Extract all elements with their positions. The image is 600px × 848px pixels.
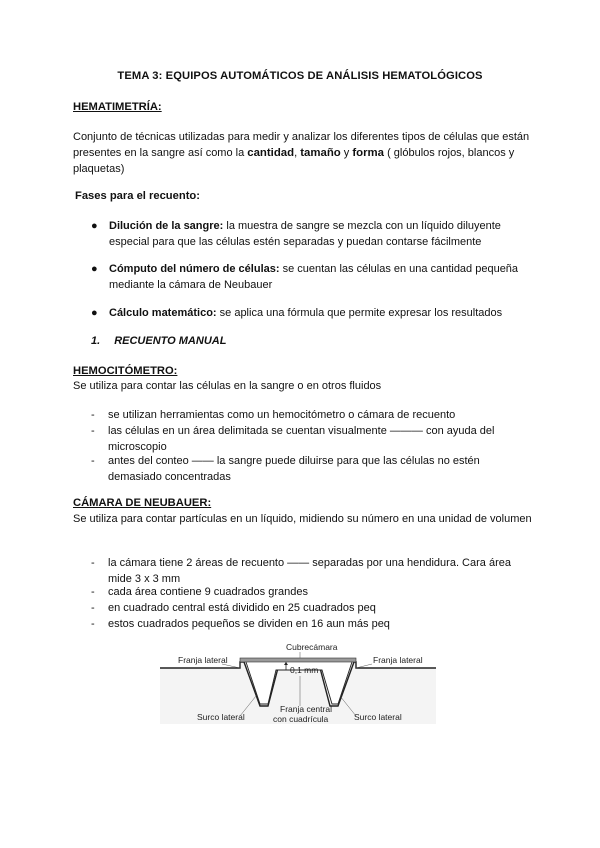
label-surco-lateral-left: Surco lateral xyxy=(197,712,245,722)
label-depth: 0,1 mm xyxy=(290,665,319,675)
list-item-text: en cuadrado central está dividido en 25 cuadrados peq xyxy=(108,602,376,614)
label-cubrecamara: Cubrecámara xyxy=(286,642,338,652)
neubauer-heading: CÁMARA DE NEUBAUER: xyxy=(73,497,212,509)
dash-icon: - xyxy=(91,586,95,598)
label-franja-central-1: Franja central xyxy=(280,704,332,714)
label-surco-lateral-right: Surco lateral xyxy=(354,712,402,722)
fase-item-body: la muestra de sangre se mezcla con un líquido diluyente especial para que las células estén separadas y puedan contarse fácilmente xyxy=(109,220,501,248)
recuento-label: RECUENTO MANUAL xyxy=(114,335,227,347)
list-item-text: antes del conteo —— la sangre puede diluirse para que las células no estén demasiado concentradas xyxy=(108,455,480,483)
list-item-text: se utilizan herramientas como un hemocitómetro o cámara de recuento xyxy=(108,409,456,421)
label-franja-lateral-right: Franja lateral xyxy=(373,655,423,665)
dash-icon: - xyxy=(91,618,95,630)
label-franja-central-2: con cuadrícula xyxy=(273,714,329,724)
list-item-text: la cámara tiene 2 áreas de recuento —— separadas por una hendidura. Cara área mide 3 x 3 mm xyxy=(108,557,511,585)
neubauer-intro: Se utiliza para contar partículas en un líquido, midiendo su número en una unidad de volumen xyxy=(73,513,532,525)
fase-item-text xyxy=(109,218,529,250)
hemocitometro-intro: Se utiliza para contar las células en la sangre o en otros fluidos xyxy=(73,380,382,392)
fase-item-text xyxy=(109,261,529,293)
fase-item-bold: Dilución de la sangre: xyxy=(109,220,224,232)
cubrecamara-glass xyxy=(240,658,356,662)
list-item-text: estos cuadrados pequeños se dividen en 16 aun más peq xyxy=(108,618,390,630)
fase-item-body: se cuentan las células en una cantidad pequeña mediante la cámara de Neubauer xyxy=(109,263,519,291)
intro-text-a: Conjunto de técnicas utilizadas para medir y analizar los diferentes tipos de células que están presentes en la sangre así como la xyxy=(73,131,530,159)
list-item-text: cada área contiene 9 cuadrados grandes xyxy=(108,586,308,598)
fase-item-bold: Cálculo matemático: xyxy=(109,307,217,319)
page-title: TEMA 3: EQUIPOS AUTOMÁTICOS DE ANÁLISIS HEMATOLÓGICOS xyxy=(117,70,483,82)
bullet-icon: ● xyxy=(91,263,98,275)
label-franja-lateral-left: Franja lateral xyxy=(178,655,228,665)
fases-heading: Fases para el recuento: xyxy=(75,190,200,202)
neubauer-chamber-diagram xyxy=(160,636,460,736)
intro-sep-2: y xyxy=(340,147,353,159)
intro-bold-forma: forma xyxy=(352,147,385,159)
dash-icon: - xyxy=(91,602,95,614)
fase-item-bold: Cómputo del número de células: xyxy=(109,263,280,275)
intro-text-c: ( glóbulos rojos, blancos y plaquetas) xyxy=(73,147,515,175)
dash-icon: - xyxy=(91,455,95,467)
bullet-icon: ● xyxy=(91,220,98,232)
dash-icon: - xyxy=(91,425,95,437)
hematimetria-heading: HEMATIMETRÍA: xyxy=(73,101,162,113)
fase-item-body: se aplica una fórmula que permite expresar los resultados xyxy=(216,307,503,319)
dash-icon: - xyxy=(91,409,95,421)
intro-bold-cantidad: cantidad xyxy=(247,147,295,159)
list-number: 1. xyxy=(91,335,101,347)
intro-bold-tamano: tamaño xyxy=(300,147,341,159)
intro-sep-1: , xyxy=(294,147,301,159)
dash-icon: - xyxy=(91,557,95,569)
recuento-manual-heading xyxy=(91,335,226,347)
hematimetria-intro xyxy=(73,129,533,177)
fase-item-text xyxy=(109,305,529,321)
bullet-icon: ● xyxy=(91,307,98,319)
hemocitometro-heading: HEMOCITÓMETRO: xyxy=(73,365,178,377)
list-item-text: las células en un área delimitada se cuentan visualmente ——— con ayuda del microscopio xyxy=(108,425,495,453)
